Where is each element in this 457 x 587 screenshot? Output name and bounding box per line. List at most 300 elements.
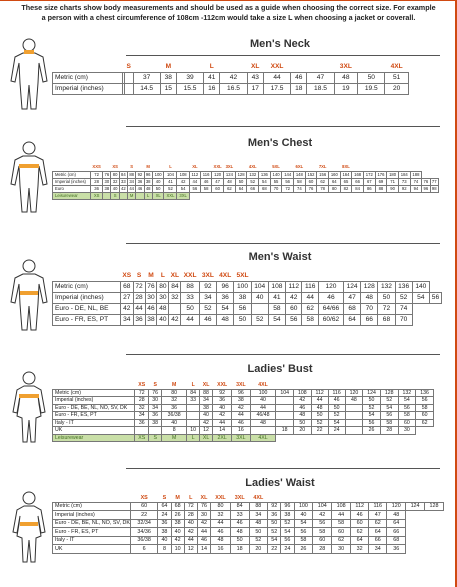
- section-title: Ladies' Waist: [245, 477, 315, 489]
- table-cell: [119, 192, 127, 199]
- table-cell: 34: [135, 412, 149, 420]
- table-cell: 52: [363, 404, 381, 412]
- table-cell: 47: [344, 292, 361, 303]
- table-cell: 64: [158, 502, 171, 511]
- size-header: XL: [170, 271, 180, 279]
- female-waist-figure-icon: [5, 490, 53, 566]
- table-cell: 46: [328, 397, 345, 405]
- table-cell: 40: [294, 511, 313, 520]
- table-cell: 42: [197, 519, 210, 528]
- table-cell: 124: [224, 171, 236, 178]
- size-header: M: [146, 164, 150, 170]
- table-cell: 42: [286, 292, 302, 303]
- table-cell: 52: [395, 292, 412, 303]
- ladies-bust-table: [52, 382, 434, 442]
- table-cell: 58: [294, 536, 313, 545]
- row-label: Euro - FR, ES, PT: [53, 528, 131, 537]
- size-header: [235, 163, 247, 171]
- table-cell: 58: [294, 178, 306, 185]
- table-cell: 14: [213, 427, 232, 435]
- table-cell: 46: [232, 419, 251, 427]
- table-cell: 84: [352, 185, 364, 192]
- table-cell: 18: [230, 545, 249, 554]
- table-cell: 72: [135, 389, 149, 397]
- size-header: 3XL: [236, 382, 246, 389]
- size-header: [408, 62, 409, 72]
- table-cell: 40: [158, 536, 171, 545]
- row-label: Metric (cm): [53, 171, 91, 178]
- section-divider: [126, 55, 440, 56]
- table-cell: 128: [361, 281, 378, 292]
- table-cell: 180: [387, 171, 399, 178]
- table-cell: 80: [157, 281, 169, 292]
- table-cell: 22: [311, 427, 328, 435]
- table-cell: 50: [230, 536, 249, 545]
- table-row: [53, 292, 442, 303]
- table-cell: 17.5: [264, 83, 291, 94]
- table-cell: 16: [232, 427, 251, 435]
- table-cell: 58: [416, 404, 434, 412]
- table-cell: 76: [104, 172, 110, 177]
- table-cell: 38: [145, 179, 151, 184]
- table-cell: 14: [197, 545, 210, 554]
- table-cell: 36: [268, 511, 281, 520]
- table-cell: 42: [220, 72, 247, 83]
- table-cell: 30: [145, 292, 157, 303]
- table-cell: 24: [281, 545, 294, 554]
- table-cell: 50: [234, 314, 251, 325]
- table-cell: 56: [416, 397, 434, 405]
- size-header: 8XL: [342, 164, 350, 170]
- table-cell: 54: [398, 397, 416, 405]
- table-cell: 47: [307, 72, 334, 83]
- table-cell: 64: [351, 536, 369, 545]
- table-cell: [124, 83, 133, 94]
- table-cell: XL: [152, 192, 164, 199]
- table-cell: 41: [268, 292, 285, 303]
- intro-line-1: These size charts show body measurements and should be used as a guide when choosing the correct size. For example: [21, 3, 436, 12]
- table-cell: 48: [249, 519, 268, 528]
- table-cell: 50: [181, 303, 199, 314]
- size-header: 4XL: [219, 271, 232, 279]
- table-cell: 92: [213, 389, 232, 397]
- table-cell: 56: [234, 303, 251, 314]
- table-cell: [135, 427, 149, 435]
- row-label: Euro - DE, BE, NL, NO, SV, DK: [53, 519, 131, 528]
- size-header: L: [169, 164, 172, 170]
- table-cell: 66: [352, 178, 364, 185]
- table-cell: 36: [149, 412, 161, 420]
- table-cell: 28: [91, 178, 103, 185]
- table-cell: 22: [268, 545, 281, 554]
- table-cell: 60: [305, 178, 317, 185]
- size-header: [307, 62, 334, 72]
- table-cell: 60: [351, 519, 369, 528]
- table-cell: 58: [398, 412, 416, 420]
- table-cell: 54: [268, 536, 281, 545]
- table-cell: [187, 404, 199, 412]
- table-row: [53, 389, 434, 397]
- table-cell: 50: [311, 412, 328, 420]
- size-header: [259, 163, 271, 171]
- table-cell: 70: [361, 303, 378, 314]
- size-header: XXL: [183, 271, 197, 279]
- table-cell: 120: [318, 281, 343, 292]
- table-cell: 58: [313, 528, 332, 537]
- intro-line-2: a person with a chest circumference of 108cm -112cm would take a size L when choosing a jacket or coverall.: [41, 12, 416, 22]
- table-cell: [345, 412, 363, 420]
- table-cell: 132: [378, 281, 395, 292]
- table-cell: 128: [380, 389, 398, 397]
- size-header: 4XL: [253, 495, 264, 502]
- table-cell: 42: [184, 528, 197, 537]
- table-cell: 86: [363, 185, 375, 192]
- table-cell: 46: [291, 72, 307, 83]
- table-cell: 104: [251, 281, 268, 292]
- size-header: 3XL: [225, 164, 234, 170]
- table-cell: 108: [177, 171, 189, 178]
- table-cell: 96: [423, 186, 429, 191]
- table-cell: 100: [234, 281, 251, 292]
- table-row: [53, 178, 439, 185]
- table-cell: 54: [217, 303, 234, 314]
- table-cell: 65: [340, 178, 352, 185]
- table-cell: 36: [213, 397, 232, 405]
- table-cell: 10: [171, 545, 184, 554]
- table-cell: 164: [340, 171, 352, 178]
- table-cell: 46: [293, 404, 311, 412]
- table-cell: 98: [431, 186, 437, 191]
- table-cell: 56: [189, 185, 200, 192]
- table-cell: 14.5: [133, 83, 160, 94]
- table-cell: 52: [268, 528, 281, 537]
- table-cell: 92: [199, 281, 216, 292]
- table-cell: [187, 419, 199, 427]
- table-cell: 84: [169, 281, 181, 292]
- table-cell: 50: [358, 72, 385, 83]
- table-cell: 36/38: [131, 536, 158, 545]
- table-cell: 44: [197, 528, 210, 537]
- table-cell: 50: [363, 397, 381, 405]
- table-cell: 44: [129, 186, 134, 191]
- table-cell: 54: [281, 528, 294, 537]
- table-cell: 54: [328, 419, 345, 427]
- size-header: [358, 62, 385, 72]
- table-cell: 92: [398, 185, 410, 192]
- table-cell: 172: [363, 171, 375, 178]
- table-cell: 18.5: [307, 83, 334, 94]
- table-cell: 66: [387, 528, 406, 537]
- size-header: XS: [122, 271, 132, 279]
- table-cell: [276, 412, 294, 420]
- table-cell: 50: [293, 419, 311, 427]
- table-cell: 42: [313, 511, 332, 520]
- table-cell: 30: [104, 179, 110, 184]
- table-cell: 34/36: [131, 528, 158, 537]
- table-cell: 48: [311, 404, 328, 412]
- table-cell: 46: [211, 528, 231, 537]
- table-cell: 120: [345, 389, 363, 397]
- table-cell: 76: [145, 281, 157, 292]
- table-cell: 58: [332, 519, 351, 528]
- table-cell: 4XL: [250, 434, 276, 442]
- table-cell: 40: [157, 314, 169, 325]
- table-row: [53, 419, 434, 427]
- table-cell: 46: [318, 292, 343, 303]
- table-cell: 3XL: [232, 434, 251, 442]
- size-header: [305, 163, 317, 171]
- table-cell: 60: [286, 303, 302, 314]
- size-header: [328, 163, 340, 171]
- table-cell: 80: [328, 185, 340, 192]
- table-cell: 22: [131, 511, 158, 520]
- table-cell: 112: [351, 502, 369, 511]
- table-cell: 44: [184, 536, 197, 545]
- table-cell: L: [187, 434, 199, 442]
- row-label: Leisurewear: [53, 434, 135, 442]
- table-cell: 18: [276, 427, 294, 435]
- table-cell: 46: [199, 314, 216, 325]
- table-row: [53, 192, 439, 199]
- table-cell: 64: [328, 178, 340, 185]
- table-cell: 64: [344, 314, 361, 325]
- table-cell: 100: [250, 389, 276, 397]
- table-cell: 46: [230, 519, 249, 528]
- table-cell: 33: [181, 292, 199, 303]
- table-cell: 42: [232, 404, 251, 412]
- mens-neck-table: [52, 62, 410, 95]
- table-cell: 108: [332, 502, 351, 511]
- size-header: XXS: [92, 164, 101, 170]
- table-cell: 124: [344, 281, 361, 292]
- table-cell: 52: [328, 412, 345, 420]
- table-cell: 50: [235, 178, 247, 185]
- size-header: L: [191, 382, 195, 389]
- table-cell: 84: [187, 389, 199, 397]
- table-cell: 48: [230, 528, 249, 537]
- row-label: Imperial (inches): [53, 397, 135, 405]
- table-cell: 28: [380, 427, 398, 435]
- table-cell: 56: [294, 528, 313, 537]
- table-cell: 54: [294, 519, 313, 528]
- table-cell: 72: [378, 303, 395, 314]
- table-cell: 92: [268, 502, 281, 511]
- size-header: 4XL: [248, 164, 257, 170]
- table-cell: 44: [211, 519, 231, 528]
- size-header: 4XL: [390, 63, 403, 71]
- table-cell: 58: [302, 314, 318, 325]
- table-cell: 66: [361, 314, 378, 325]
- table-cell: [276, 404, 294, 412]
- table-cell: 43: [247, 72, 264, 83]
- table-cell: [345, 404, 363, 412]
- table-cell: 60: [212, 185, 224, 192]
- table-cell: 38: [232, 397, 251, 405]
- ladies-waist-table: [52, 495, 444, 554]
- section-divider: [126, 354, 440, 355]
- table-cell: 50: [249, 528, 268, 537]
- table-cell: 60: [131, 502, 158, 511]
- row-label: Metric (cm): [53, 281, 121, 292]
- table-cell: 34: [129, 179, 134, 184]
- table-cell: 136: [259, 171, 271, 178]
- table-cell: 152: [305, 171, 317, 178]
- table-cell: 56: [286, 314, 302, 325]
- section-title: Men's Neck: [249, 38, 311, 50]
- section-divider: [126, 126, 440, 127]
- size-header: 4XL: [258, 382, 268, 389]
- table-cell: 88: [181, 281, 199, 292]
- table-row: [53, 502, 444, 511]
- table-cell: 96: [281, 502, 294, 511]
- table-cell: 42: [177, 178, 189, 185]
- table-row: [53, 72, 410, 83]
- table-cell: 108: [268, 281, 285, 292]
- table-cell: 48: [250, 419, 276, 427]
- table-cell: 84: [230, 502, 249, 511]
- table-cell: 108: [293, 389, 311, 397]
- table-cell: 74: [294, 185, 306, 192]
- table-cell: 12: [184, 545, 197, 554]
- table-cell: 38: [149, 419, 161, 427]
- table-cell: 56: [281, 536, 294, 545]
- table-cell: 100: [152, 171, 164, 178]
- table-row: [53, 171, 439, 178]
- size-header: M: [165, 63, 172, 71]
- row-label: Euro: [53, 185, 91, 192]
- table-cell: 188: [410, 171, 422, 178]
- table-row: [53, 427, 434, 435]
- table-cell: 52: [199, 303, 216, 314]
- table-cell: 64: [369, 528, 387, 537]
- table-cell: 52: [249, 536, 268, 545]
- table-cell: 140: [412, 281, 429, 292]
- table-cell: 16: [211, 545, 231, 554]
- table-cell: 60: [398, 419, 416, 427]
- table-cell: 17: [247, 83, 264, 94]
- table-row: [53, 185, 439, 192]
- size-header: M: [148, 271, 154, 279]
- table-cell: 46: [200, 178, 211, 185]
- table-cell: 112: [189, 171, 200, 178]
- table-cell: 30: [149, 397, 161, 405]
- table-cell: 38: [160, 72, 176, 83]
- table-cell: 26: [363, 427, 381, 435]
- table-cell: 80: [112, 172, 118, 177]
- table-cell: 41: [164, 178, 177, 185]
- size-header: XL: [200, 495, 208, 502]
- size-header: [220, 62, 247, 72]
- table-cell: 44: [189, 178, 200, 185]
- table-cell: XS: [135, 434, 149, 442]
- table-cell: 60: [332, 528, 351, 537]
- table-cell: 48: [361, 292, 378, 303]
- table-cell: 76: [197, 502, 210, 511]
- size-header: M: [175, 495, 180, 502]
- table-row: [53, 528, 444, 537]
- row-label: Euro - DE, BE, NL, NO, SV, DK: [53, 404, 135, 412]
- table-cell: 94: [410, 185, 422, 192]
- size-header: L: [209, 63, 214, 71]
- table-cell: 28: [133, 292, 145, 303]
- table-cell: 44: [181, 314, 199, 325]
- table-cell: 40: [161, 419, 187, 427]
- table-row: [53, 511, 444, 520]
- table-cell: 88: [199, 389, 212, 397]
- table-cell: 40: [213, 404, 232, 412]
- table-cell: 44: [311, 397, 328, 405]
- table-cell: 48: [387, 511, 406, 520]
- table-cell: 40: [251, 292, 268, 303]
- table-cell: 68: [387, 536, 406, 545]
- table-cell: 37: [133, 72, 160, 83]
- table-cell: 48: [293, 412, 311, 420]
- table-cell: 38: [145, 314, 157, 325]
- table-cell: 34: [199, 292, 216, 303]
- table-cell: 8: [158, 545, 171, 554]
- table-row: [53, 404, 434, 412]
- size-header: 7XL: [318, 164, 327, 170]
- section-title: Ladies' Bust: [247, 363, 313, 375]
- table-cell: 50: [268, 519, 281, 528]
- table-cell: 38: [199, 404, 212, 412]
- table-row: [53, 314, 442, 325]
- table-cell: 40: [152, 178, 164, 185]
- table-cell: 112: [311, 389, 328, 397]
- table-cell: 52: [247, 178, 259, 185]
- table-cell: 19.5: [358, 83, 385, 94]
- table-row: [53, 281, 442, 292]
- size-header: XL: [251, 63, 260, 71]
- size-header: S: [153, 382, 157, 389]
- section-divider: [126, 468, 440, 469]
- table-cell: 3XL: [177, 192, 189, 199]
- row-label: Euro - DE, NL, BE: [53, 303, 121, 314]
- table-cell: 27: [121, 292, 134, 303]
- male-neck-figure-icon: [5, 37, 53, 113]
- table-cell: [169, 303, 181, 314]
- table-cell: 30: [197, 511, 210, 520]
- table-cell: 50: [328, 404, 345, 412]
- table-cell: 6: [131, 545, 158, 554]
- table-cell: 56: [429, 292, 441, 303]
- table-cell: 72: [282, 185, 294, 192]
- table-cell: 120: [212, 171, 224, 178]
- table-cell: 10: [187, 427, 199, 435]
- table-row: [53, 83, 410, 94]
- male-waist-figure-icon: [5, 258, 53, 334]
- table-cell: 90: [387, 185, 399, 192]
- size-header: S: [126, 63, 131, 71]
- table-cell: S: [111, 192, 119, 199]
- table-cell: 42: [213, 412, 232, 420]
- table-cell: 42: [293, 397, 311, 405]
- table-cell: 116: [302, 281, 318, 292]
- table-cell: 34: [121, 314, 134, 325]
- table-cell: 58: [268, 303, 285, 314]
- table-cell: 46: [137, 186, 143, 191]
- size-header: S: [162, 495, 167, 502]
- table-cell: 16.5: [220, 83, 247, 94]
- table-cell: 46: [145, 303, 157, 314]
- table-cell: 48: [157, 303, 169, 314]
- table-cell: 104: [313, 502, 332, 511]
- table-cell: 51: [385, 72, 409, 83]
- size-header: 3XL: [339, 63, 352, 71]
- table-cell: 34: [149, 404, 161, 412]
- table-cell: 74: [395, 303, 412, 314]
- table-cell: 58: [380, 419, 398, 427]
